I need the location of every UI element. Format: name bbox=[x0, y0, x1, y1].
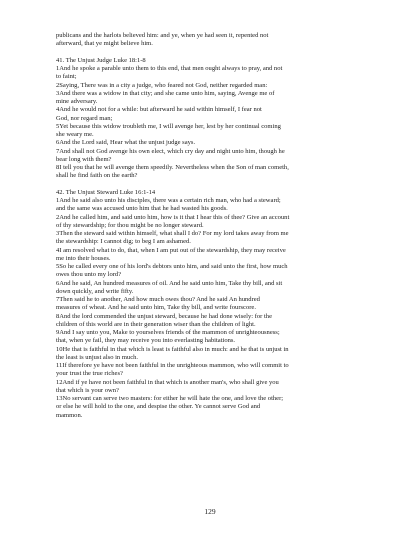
text-line: afterward, that ye might believe him. bbox=[56, 40, 153, 48]
verse-line: of thy stewardship; for thou might be no longer steward. bbox=[56, 221, 204, 229]
verse-line: 12And if ye have not been faithful in that which is another man's, who shall give you bbox=[56, 378, 279, 386]
verse-line: 8And the lord commended the unjust steward, because he had done wisely: for the bbox=[56, 312, 272, 320]
verse-line: shall he find faith on the earth? bbox=[56, 172, 138, 180]
verse-line: down quickly, and write fifty. bbox=[56, 287, 134, 295]
verse-line: bear long with them? bbox=[56, 155, 112, 163]
verse-line: children of this world are in their generation wiser than the children of light. bbox=[56, 320, 256, 328]
section-heading: 41. The Unjust Judge Luke 18:1-8 bbox=[56, 56, 146, 64]
verse-line: 3Then the steward said within himself, what shall I do? For my lord takes away from me bbox=[56, 230, 289, 237]
verse-line: 3And there was a widow in that city; and she came unto him, saying, Avenge me of bbox=[56, 89, 275, 97]
verse-line: 7Then said he to another, And how much owes thou? And he said An hundred bbox=[56, 296, 260, 303]
verse-line: mine adversary. bbox=[56, 98, 98, 105]
verse-line: 1And he spoke a parable unto them to this end, that men ought always to pray, and not bbox=[56, 65, 283, 72]
verse-line: 5Yet because this widow troubleth me, I will avenge her, lest by her continual coming bbox=[56, 122, 281, 130]
page-number: 129 bbox=[204, 507, 216, 516]
verse-line: the least is unjust also in much. bbox=[56, 353, 139, 361]
verse-line: 4And he would not for a while: but afterward he said within himself, I fear not bbox=[56, 106, 262, 114]
verse-line: 5So he called every one of his lord's debtors unto him, and said unto the first, how much bbox=[56, 263, 288, 270]
verse-line: 10He that is faithful in that which is least is faithful also in much: and he that is unjust in bbox=[56, 345, 289, 353]
continuation-paragraph bbox=[56, 32, 364, 49]
verse-line: 6And the Lord said, Hear what the unjust judge says. bbox=[56, 139, 196, 147]
verse-line: 8I tell you that he will avenge them speedily. Nevertheless when the Son of man cometh, bbox=[56, 164, 289, 171]
verse-line: 9And I say unto you, Make to yourselves friends of the mammon of unrighteousness; bbox=[56, 329, 280, 336]
verse-line: 7And shall not God avenge his own elect, which cry day and night unto him, though he bbox=[56, 147, 285, 155]
verse-line: God, nor regard man; bbox=[56, 114, 113, 122]
text-line: publicans and the harlots believed him: and ye, when ye had seen it, repented not bbox=[56, 32, 269, 39]
verse-line: 13No servant can serve two masters: for either he will hate the one, and love the other; bbox=[56, 395, 284, 402]
verse-line: that, when ye fail, they may receive you into everlasting habitations. bbox=[56, 337, 236, 345]
verse-line: or else he will hold to the one, and despise the other. Ye cannot serve God and bbox=[56, 403, 261, 411]
verse-line: she weary me. bbox=[56, 131, 94, 138]
verse-line: me into their houses. bbox=[56, 254, 111, 262]
verse-line: mammon. bbox=[56, 411, 83, 419]
verse-line: 11If therefore ye have not been faithful in the unrighteous mammon, who will commit to bbox=[56, 362, 289, 369]
verse-line: measures of wheat. And he said unto him, Take thy bill, and write fourscore. bbox=[56, 304, 256, 312]
verse-line: that which is your own? bbox=[56, 386, 119, 394]
verse-line: owes thou unto my lord? bbox=[56, 271, 122, 279]
section-unjust-steward bbox=[56, 189, 364, 420]
verse-line: 4I am resolved what to do, that, when I am put out of the stewardship, they may receive bbox=[56, 246, 286, 254]
verse-line: 1And he said also unto his disciples, there was a certain rich man, who had a steward; bbox=[56, 197, 281, 204]
section-unjust-judge bbox=[56, 57, 364, 181]
verse-line: 2Saying, There was in a city a judge, who feared not God, neither regarded man: bbox=[56, 81, 268, 89]
verse-line: and the same was accused unto him that he had wasted his goods. bbox=[56, 205, 228, 213]
verse-line: 2And he called him, and said unto him, how is it that I hear this of thee? Give an account bbox=[56, 213, 290, 221]
verse-line: 6And he said, An hundred measures of oil. And he said unto him, Take thy bill, and sit bbox=[56, 279, 283, 287]
section-heading: 42. The Unjust Steward Luke 16:1-14 bbox=[56, 188, 156, 196]
verse-line: to faint; bbox=[56, 73, 77, 81]
verse-line: your trust the true riches? bbox=[56, 370, 123, 378]
verse-line: the stewardship: I cannot dig; to beg I am ashamed. bbox=[56, 238, 191, 246]
